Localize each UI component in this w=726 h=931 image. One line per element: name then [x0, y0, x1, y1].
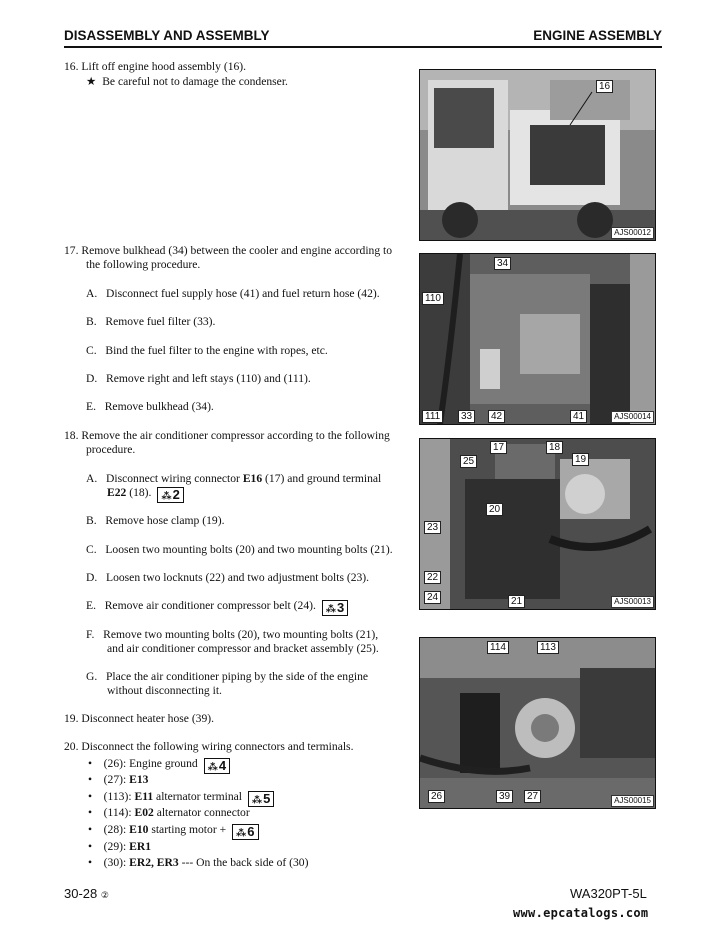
- page-number: 30-28 ②: [64, 886, 109, 901]
- list-item: • (114): E02 alternator connector: [88, 806, 250, 819]
- step-16-note: ★ Be careful not to damage the condenser.: [86, 75, 288, 88]
- step-18-a: A. Disconnect wiring connector E16 (17) and ground terminal E22 (18). ⁂ 2: [86, 472, 382, 502]
- reference-icon: ⁂: [236, 828, 246, 839]
- reference-mark-3[interactable]: ⁂ 3: [322, 600, 348, 616]
- list-item: • (26): Engine ground ⁂ 4: [88, 757, 230, 774]
- model-name: WA320PT-5L: [570, 886, 647, 901]
- page-header: [64, 28, 662, 48]
- step-18: 18. Remove the air conditioner compressor according to the following procedure.: [64, 429, 390, 456]
- list-item: • (27): E13: [88, 773, 149, 786]
- star-icon: ★: [86, 75, 97, 88]
- step-17-b: B. Remove fuel filter (33).: [86, 315, 216, 328]
- step-17-c: C. Bind the fuel filter to the engine with ropes, etc.: [86, 344, 328, 357]
- section-title: DISASSEMBLY AND ASSEMBLY: [64, 28, 270, 43]
- list-item: • (30): ER2, ER3 --- On the back side of (30): [88, 856, 309, 869]
- list-item: • (113): E11 alternator terminal ⁂ 5: [88, 790, 274, 807]
- step-17-a: A. Disconnect fuel supply hose (41) and fuel return hose (42).: [86, 287, 380, 300]
- photo-label: 16: [596, 80, 613, 93]
- list-item: • (28): E10 starting motor + ⁂ 6: [88, 823, 259, 840]
- step-19: 19. Disconnect heater hose (39).: [64, 712, 215, 725]
- step-17: 17. Remove bulkhead (34) between the cooler and engine according to the following procedure.: [64, 244, 393, 271]
- reference-icon: ⁂: [207, 762, 217, 773]
- photo-caption: AJS00012: [611, 227, 654, 239]
- step-18-g: G. Place the air conditioner piping by the side of the engine without disconnecting it.: [86, 670, 369, 697]
- reference-mark-4[interactable]: ⁂ 4: [204, 758, 230, 774]
- reference-mark-5[interactable]: ⁂ 5: [248, 791, 274, 807]
- reference-mark-2[interactable]: ⁂ 2: [157, 487, 183, 503]
- step-18-b: B. Remove hose clamp (19).: [86, 514, 225, 527]
- step-18-d: D. Loosen two locknuts (22) and two adjustment bolts (23).: [86, 571, 370, 584]
- photo-compressor: 17 18 25 19 20 23 22 24 21 AJS00013: [419, 438, 656, 610]
- photo-alternator: 114 113 26 39 27 AJS00015: [419, 637, 656, 809]
- step-20: 20. Disconnect the following wiring connectors and terminals.: [64, 740, 354, 753]
- chapter-title: ENGINE ASSEMBLY: [533, 28, 662, 43]
- step-18-e: E. Remove air conditioner compressor belt (24). ⁂ 3: [86, 599, 348, 616]
- step-18-f: F. Remove two mounting bolts (20), two mounting bolts (21), and air conditioner compressor and bracket assembly (25).: [86, 628, 379, 655]
- step-18-c: C. Loosen two mounting bolts (20) and two mounting bolts (21).: [86, 543, 393, 556]
- reference-icon: ⁂: [325, 604, 336, 615]
- photo-engine-hood: [419, 69, 656, 241]
- reference-mark-6[interactable]: ⁂ 6: [232, 824, 258, 840]
- list-item: • (29): ER1: [88, 840, 151, 853]
- reference-icon: ⁂: [161, 491, 171, 502]
- photo-bulkhead: 34 110 111 33 42 41 AJS00014: [419, 253, 656, 425]
- step-17-e: E. Remove bulkhead (34).: [86, 400, 214, 413]
- reference-icon: ⁂: [251, 795, 262, 806]
- watermark: www.epcatalogs.com: [513, 906, 649, 920]
- step-16: 16. Lift off engine hood assembly (16).: [64, 60, 247, 73]
- step-17-d: D. Remove right and left stays (110) and (111).: [86, 372, 311, 385]
